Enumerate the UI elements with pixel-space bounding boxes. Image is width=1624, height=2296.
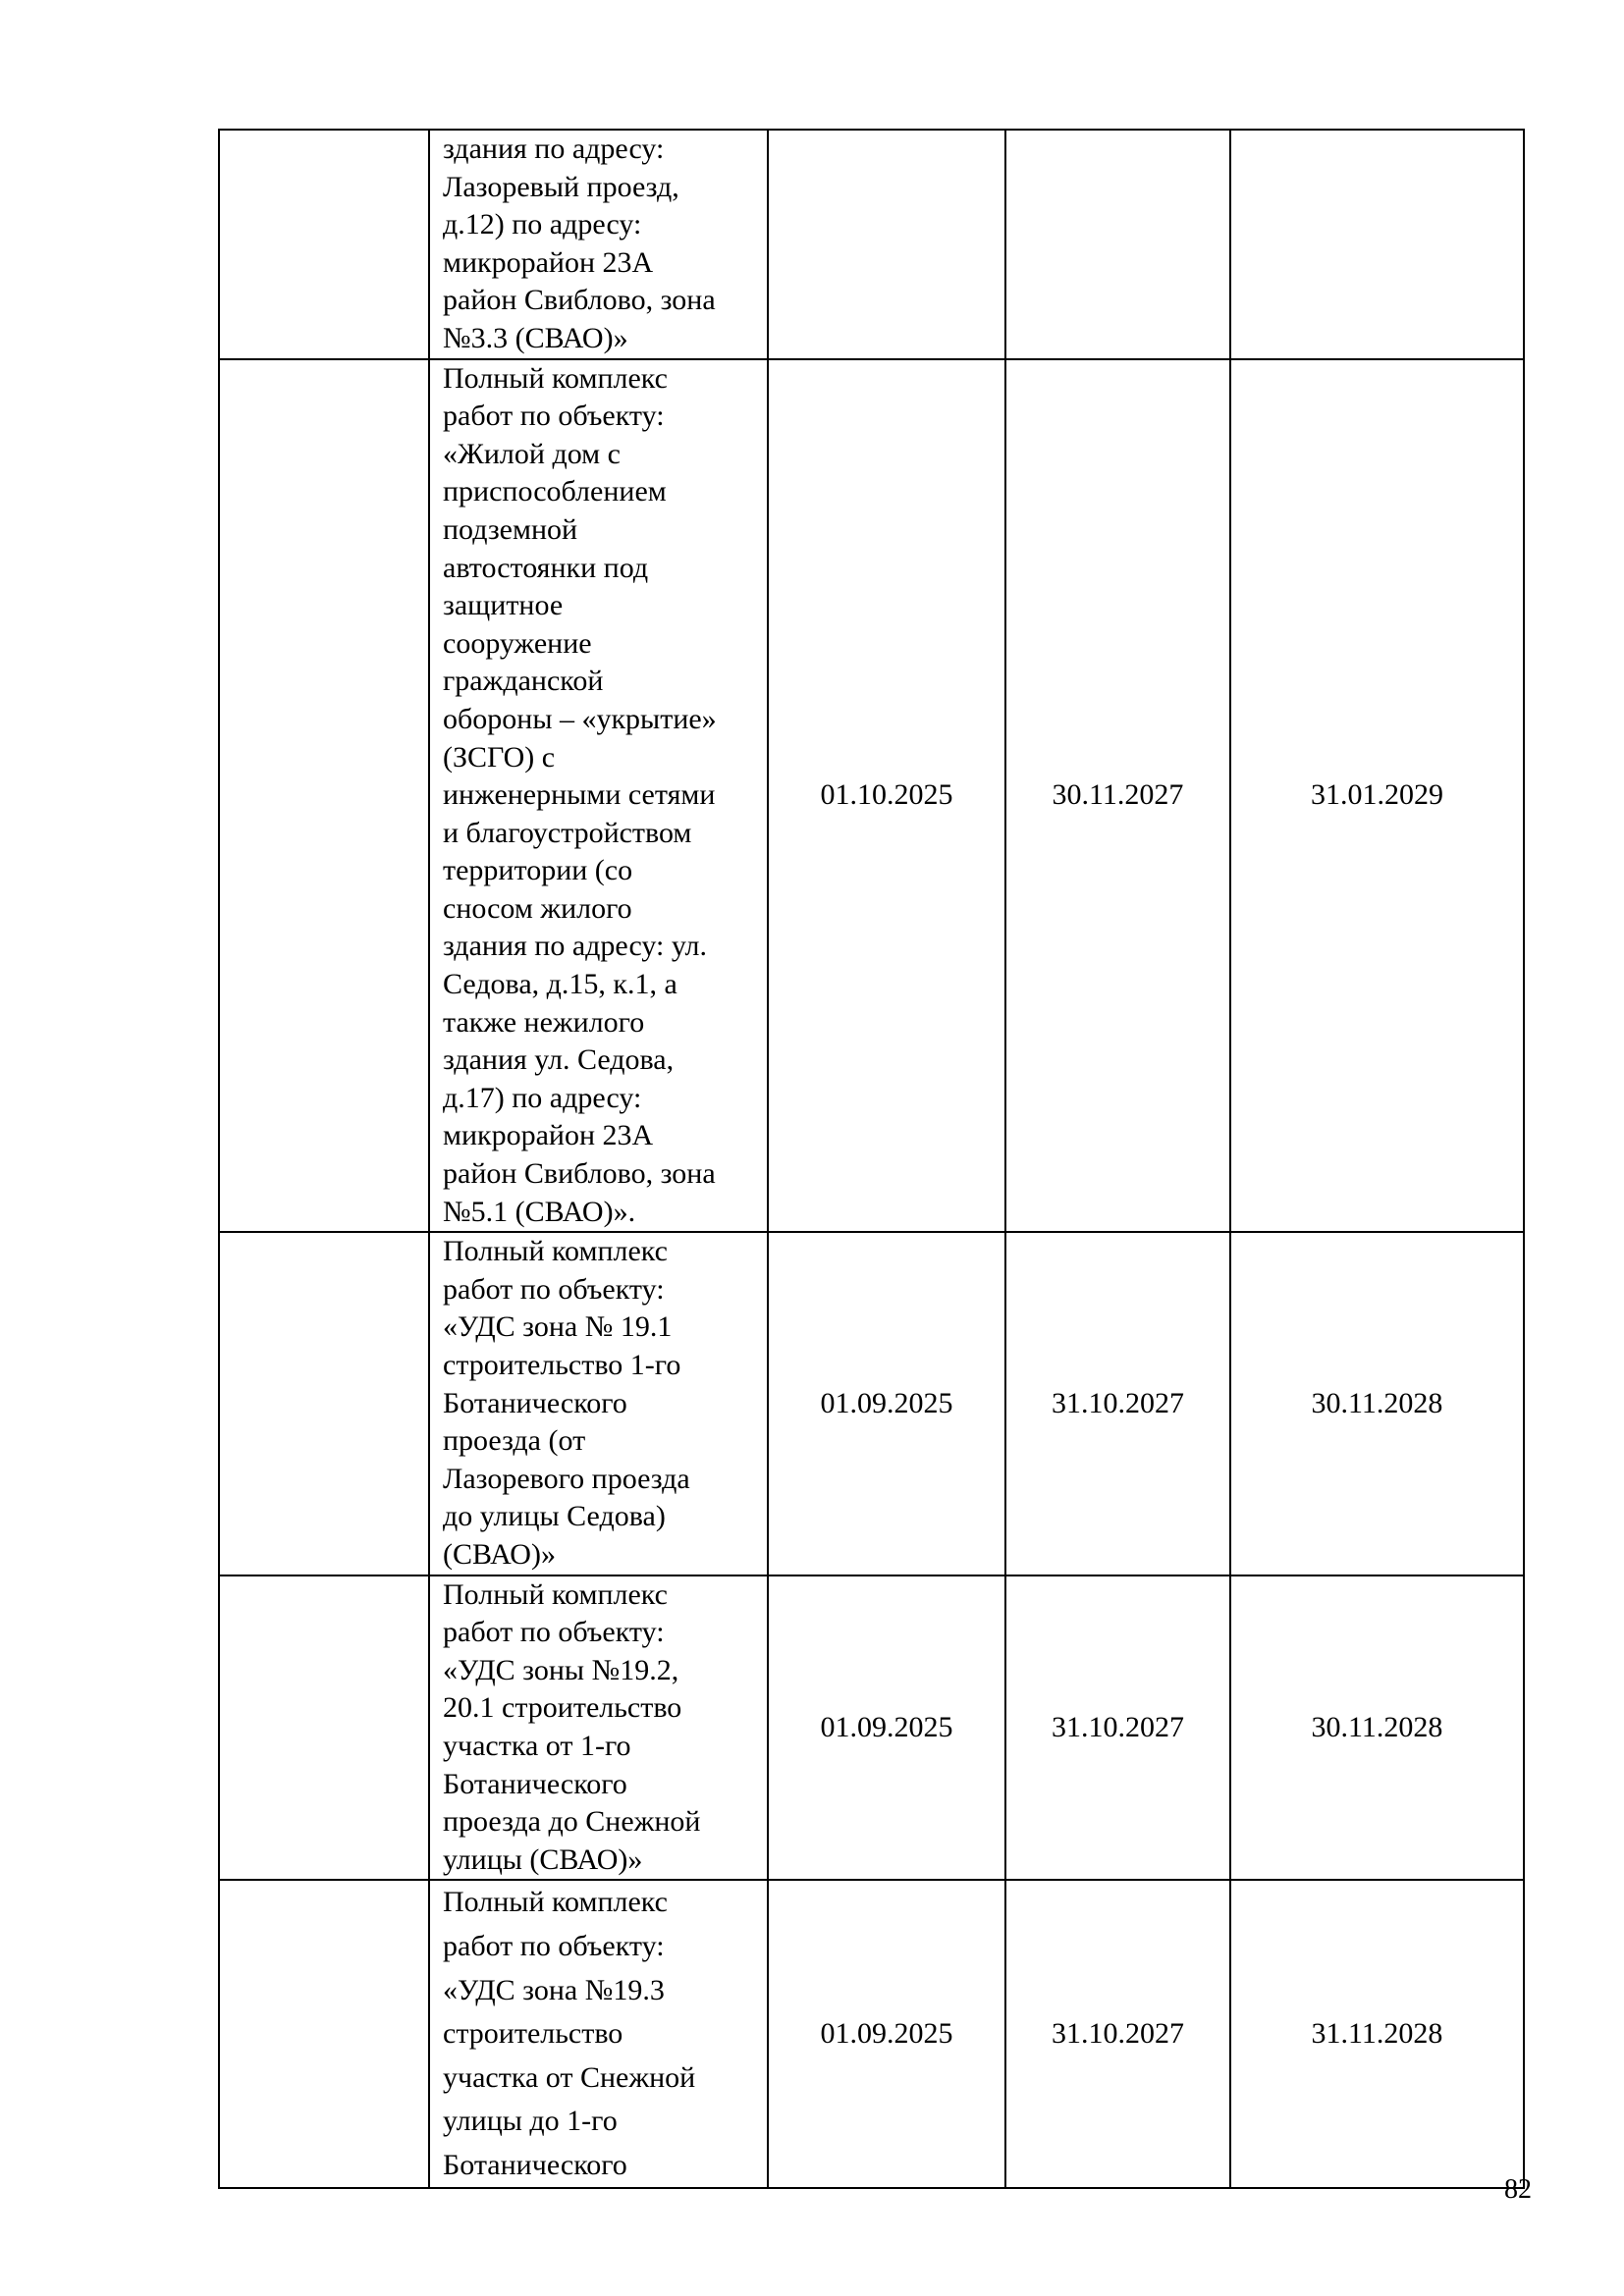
number-cell <box>219 1575 429 1881</box>
final-date-cell: 30.11.2028 <box>1230 1232 1524 1575</box>
final-date-cell: 31.01.2029 <box>1230 359 1524 1233</box>
schedule-table <box>218 129 1525 2189</box>
description-cell: Полный комплекс работ по объекту: «УДС зона №19.3 строительство участка от Снежной улицы до 1-го Ботанического <box>429 1880 768 2188</box>
end-date-cell: 31.10.2027 <box>1005 1232 1230 1575</box>
description-cell: Полный комплекс работ по объекту: «УДС зона № 19.1 строительство 1-го Ботанического проезда (от Лазоревого проезда до улицы Седова) (СВАО)» <box>429 1232 768 1575</box>
end-date-cell: 30.11.2027 <box>1005 359 1230 1233</box>
final-date-cell: 31.11.2028 <box>1230 1880 1524 2188</box>
end-date-cell <box>1005 130 1230 359</box>
table-row <box>219 359 1524 1233</box>
table-row <box>219 1575 1524 1881</box>
start-date-cell <box>768 130 1005 359</box>
final-date-cell: 30.11.2028 <box>1230 1575 1524 1881</box>
page-number: 82 <box>1504 2174 1532 2205</box>
description-cell: Полный комплекс работ по объекту: «УДС зоны №19.2, 20.1 строительство участка от 1-го Ботанического проезда до Снежной улицы (СВАО)» <box>429 1575 768 1881</box>
start-date-cell: 01.10.2025 <box>768 359 1005 1233</box>
start-date-cell: 01.09.2025 <box>768 1575 1005 1881</box>
number-cell <box>219 1232 429 1575</box>
number-cell <box>219 1880 429 2188</box>
end-date-cell: 31.10.2027 <box>1005 1880 1230 2188</box>
start-date-cell: 01.09.2025 <box>768 1880 1005 2188</box>
end-date-cell: 31.10.2027 <box>1005 1575 1230 1881</box>
description-cell: Полный комплекс работ по объекту: «Жилой дом с приспособлением подземной автостоянки под защитное сооружение гражданской обороны – «укрытие» (ЗСГО) с инженерными сетями и благоустройством территории (со сносом жилого здания по адресу: ул. Седова, д.15, к.1, а также нежилого здания ул. Седова, д.17) по адресу: микрорайон 23А район Свиблово, зона №5.1 (СВАО)». <box>429 359 768 1233</box>
table-row <box>219 1880 1524 2188</box>
number-cell <box>219 359 429 1233</box>
final-date-cell <box>1230 130 1524 359</box>
start-date-cell: 01.09.2025 <box>768 1232 1005 1575</box>
description-cell: здания по адресу: Лазоревый проезд, д.12) по адресу: микрорайон 23А район Свиблово, зона №3.3 (СВАО)» <box>429 130 768 359</box>
number-cell <box>219 130 429 359</box>
table-row <box>219 1232 1524 1575</box>
table-row <box>219 130 1524 359</box>
